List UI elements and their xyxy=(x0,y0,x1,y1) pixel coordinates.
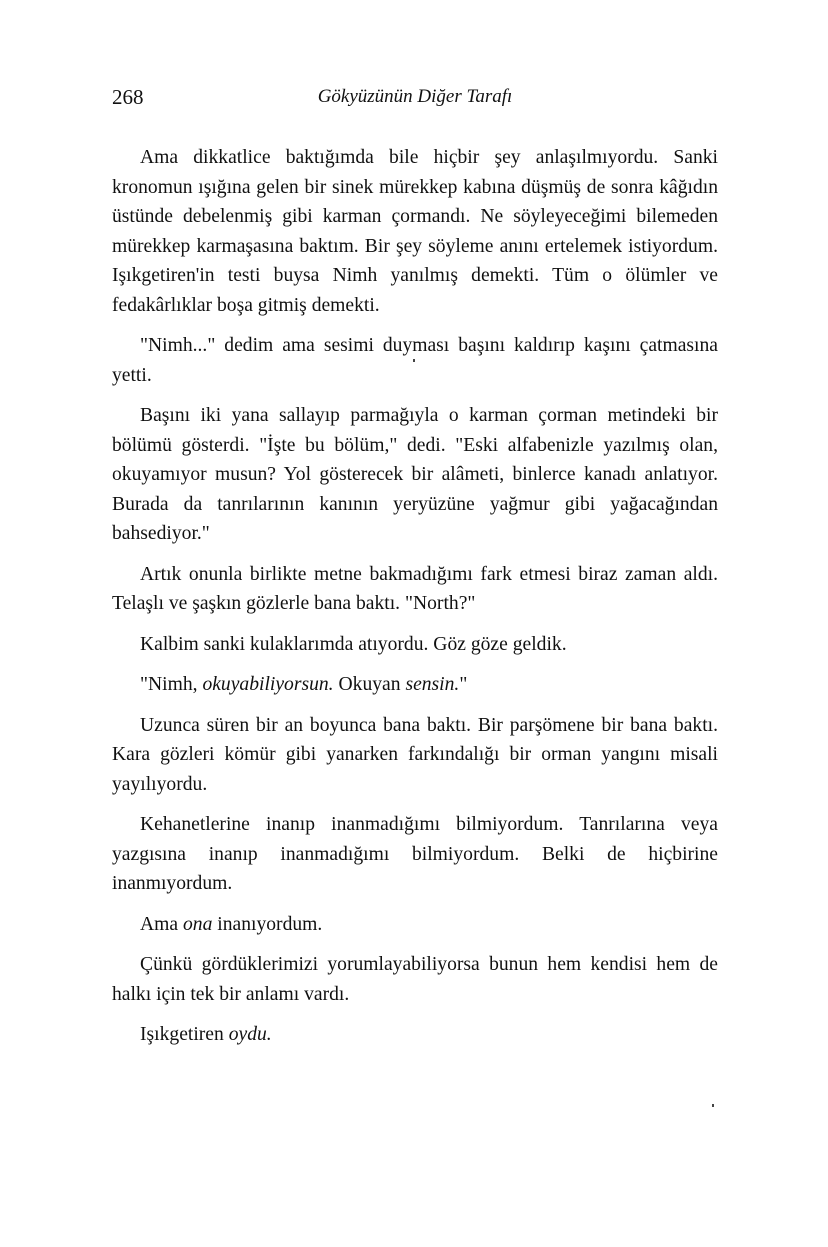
text-run: Ama dikkatlice baktığımda bile hiçbir şey anlaşılmıyordu. Sanki kronomun ışığına gelen bir sinek mürekkep kabına düşmüş de sonra kâğıdın üstünde debelenmiş gibi karman çormandı. Ne söyleyeceğimi bilemeden mürekkep karmaşasına baktım. Bir şey söyleme anını ertelemek istiyordum. Işıkgetiren'in testi buysa Nimh yanılmış demekti. Tüm o ölümler ve fedakârlıklar boşa gitmiş demekti. xyxy=(112,147,718,316)
paragraph xyxy=(112,560,718,619)
paragraph xyxy=(112,810,718,899)
text-run: "Nimh..." dedim ama sesimi duyması başını kaldırıp kaşını çatmasına yetti. xyxy=(112,335,718,386)
text-run: Ama xyxy=(140,913,183,935)
text-run: Uzunca süren bir an boyunca bana baktı. Bir parşömene bir bana baktı. Kara gözleri kömür gibi yanarken farkındalığı bir orman yangını misali yayılıyordu. xyxy=(112,714,718,795)
text-run: Okuyan xyxy=(333,674,406,695)
italic-text: ona xyxy=(183,913,213,935)
paragraph xyxy=(112,401,718,549)
paragraph xyxy=(112,331,718,390)
text-run: Işıkgetiren xyxy=(140,1024,229,1045)
page-number: 268 xyxy=(112,85,144,109)
print-speck xyxy=(712,1104,714,1107)
italic-text: okuyabiliyorsun. xyxy=(202,674,334,695)
print-speck xyxy=(413,359,415,362)
text-run: " xyxy=(459,674,468,695)
paragraph xyxy=(112,910,718,940)
paragraph xyxy=(112,670,718,700)
text-run: Kehanetlerine inanıp inanmadığımı bilmiyordum. Tanrılarına veya yazgısına inanıp inanmadığımı bilmiyordum. Belki de hiçbirine inanmıyordum. xyxy=(112,814,718,894)
text-run: inanıyordum. xyxy=(212,913,323,935)
paragraph xyxy=(112,711,718,800)
text-run: Artık onunla birlikte metne bakmadığımı fark etmesi biraz zaman aldı. Telaşlı ve şaşkın gözlerle bana baktı. "North?" xyxy=(112,563,718,614)
running-title: Gökyüzünün Diğer Tarafı xyxy=(317,86,513,107)
paragraph xyxy=(112,143,718,320)
page-header xyxy=(112,84,718,114)
paragraph xyxy=(112,630,718,660)
body-text xyxy=(112,143,718,1061)
italic-text: sensin. xyxy=(405,674,460,695)
paragraph xyxy=(112,1020,718,1050)
text-run: Çünkü gördüklerimizi yorumlayabiliyorsa bunun hem kendisi hem de halkı için tek bir anlamı vardı. xyxy=(112,954,718,1005)
text-run: Kalbim sanki kulaklarımda atıyordu. Göz göze geldik. xyxy=(140,633,567,655)
text-run: "Nimh, xyxy=(140,674,203,695)
italic-text: oydu. xyxy=(228,1024,272,1045)
text-run: Başını iki yana sallayıp parmağıyla o karman çorman metindeki bir bölümü gösterdi. "İşte bu bölüm," dedi. "Eski alfabenizle yazılmış olan, okuyamıyor musun? Yol gösterecek bir alâmeti, binlerce kanadı anlatıyor. Burada da tanrılarının kanının yeryüzüne yağmur gibi yağacağından bahsediyor." xyxy=(112,405,718,544)
paragraph xyxy=(112,950,718,1009)
